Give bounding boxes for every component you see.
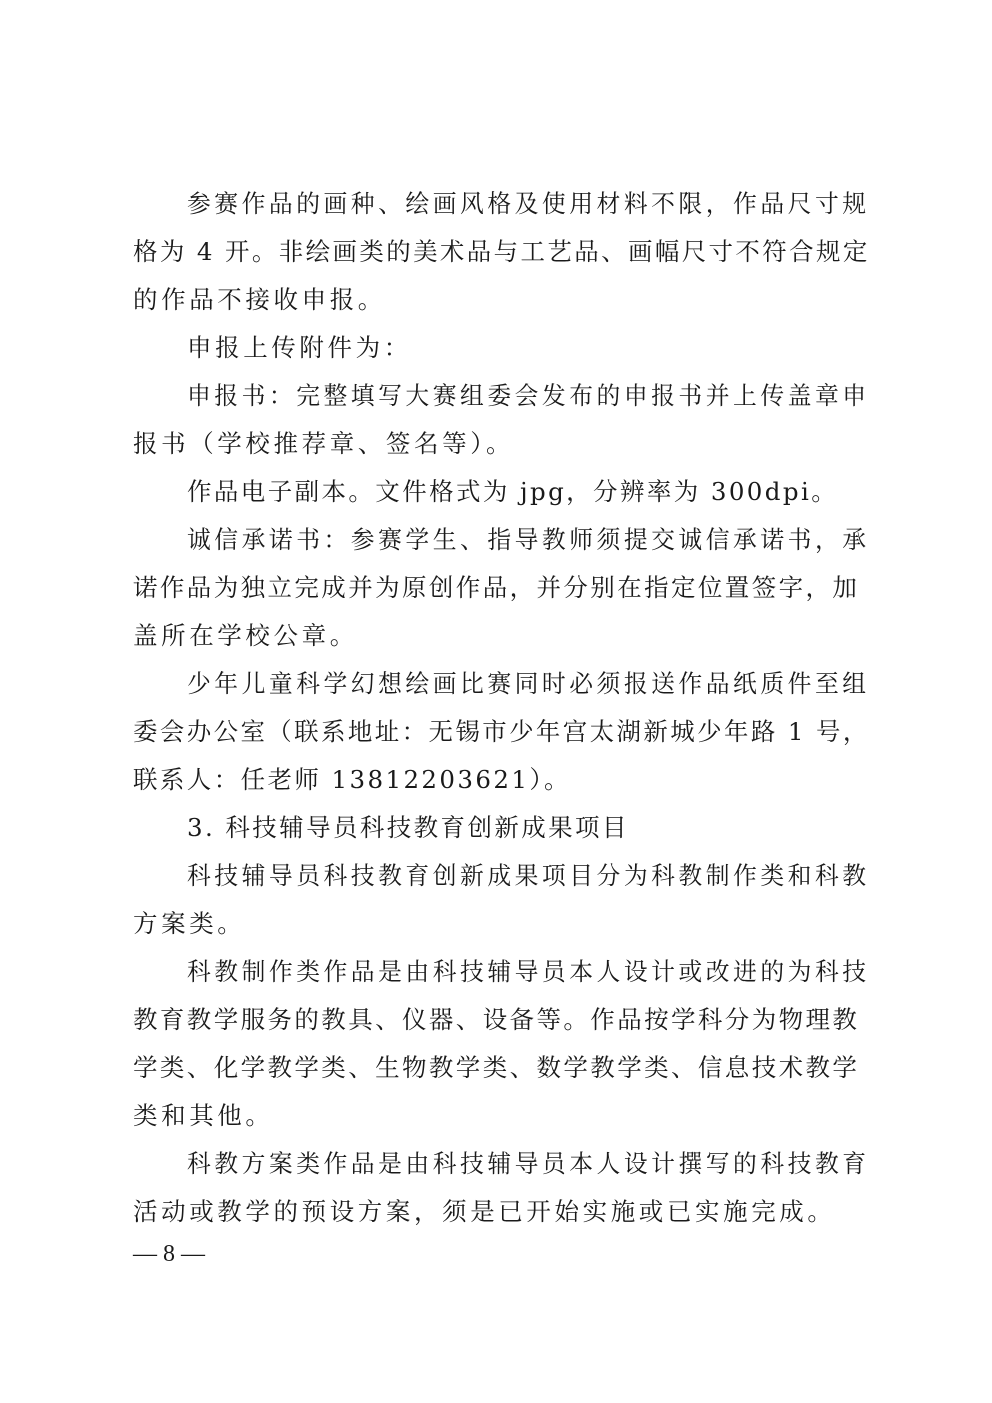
text-line: 教育教学服务的教具、仪器、设备等。作品按学科分为物理教 xyxy=(133,1005,860,1034)
text-line: 申报书：完整填写大赛组委会发布的申报书并上传盖章申 xyxy=(187,381,870,410)
page-number: — 8 — xyxy=(133,1241,205,1267)
text-line: 科技辅导员科技教育创新成果项目分为科教制作类和科教 xyxy=(187,861,870,890)
text-line: 的作品不接收申报。 xyxy=(133,285,386,314)
text-line: 少年儿童科学幻想绘画比赛同时必须报送作品纸质件至组 xyxy=(187,669,870,698)
text-line: 联系人：任老师 13812203621）。 xyxy=(133,765,571,794)
text-line: 盖所在学校公章。 xyxy=(133,621,358,650)
text-line: 作品电子副本。文件格式为 jpg，分辨率为 300dpi。 xyxy=(187,477,839,506)
text-line: 参赛作品的画种、绘画风格及使用材料不限，作品尺寸规 xyxy=(187,189,870,218)
text-line: 申报上传附件为： xyxy=(187,333,412,362)
text-line: 科教方案类作品是由科技辅导员本人设计撰写的科技教育 xyxy=(187,1149,870,1178)
text-line: 格为 4 开。非绘画类的美术品与工艺品、画幅尺寸不符合规定 xyxy=(133,237,870,266)
text-line: 类和其他。 xyxy=(133,1101,274,1130)
text-line: 学类、化学教学类、生物教学类、数学教学类、信息技术教学 xyxy=(133,1053,860,1082)
text-line: 活动或教学的预设方案，须是已开始实施或已实施完成。 xyxy=(133,1197,836,1226)
text-line: 方案类。 xyxy=(133,909,246,938)
section-heading: 3. 科技辅导员科技教育创新成果项目 xyxy=(187,813,629,842)
text-line: 报书（学校推荐章、签名等）。 xyxy=(133,429,515,458)
text-line: 诺作品为独立完成并为原创作品，并分别在指定位置签字，加 xyxy=(133,573,860,602)
text-line: 科教制作类作品是由科技辅导员本人设计或改进的为科技 xyxy=(187,957,870,986)
text-line: 委会办公室（联系地址：无锡市少年宫太湖新城少年路 1 号， xyxy=(133,717,870,746)
text-line: 诚信承诺书：参赛学生、指导教师须提交诚信承诺书，承 xyxy=(187,525,870,554)
